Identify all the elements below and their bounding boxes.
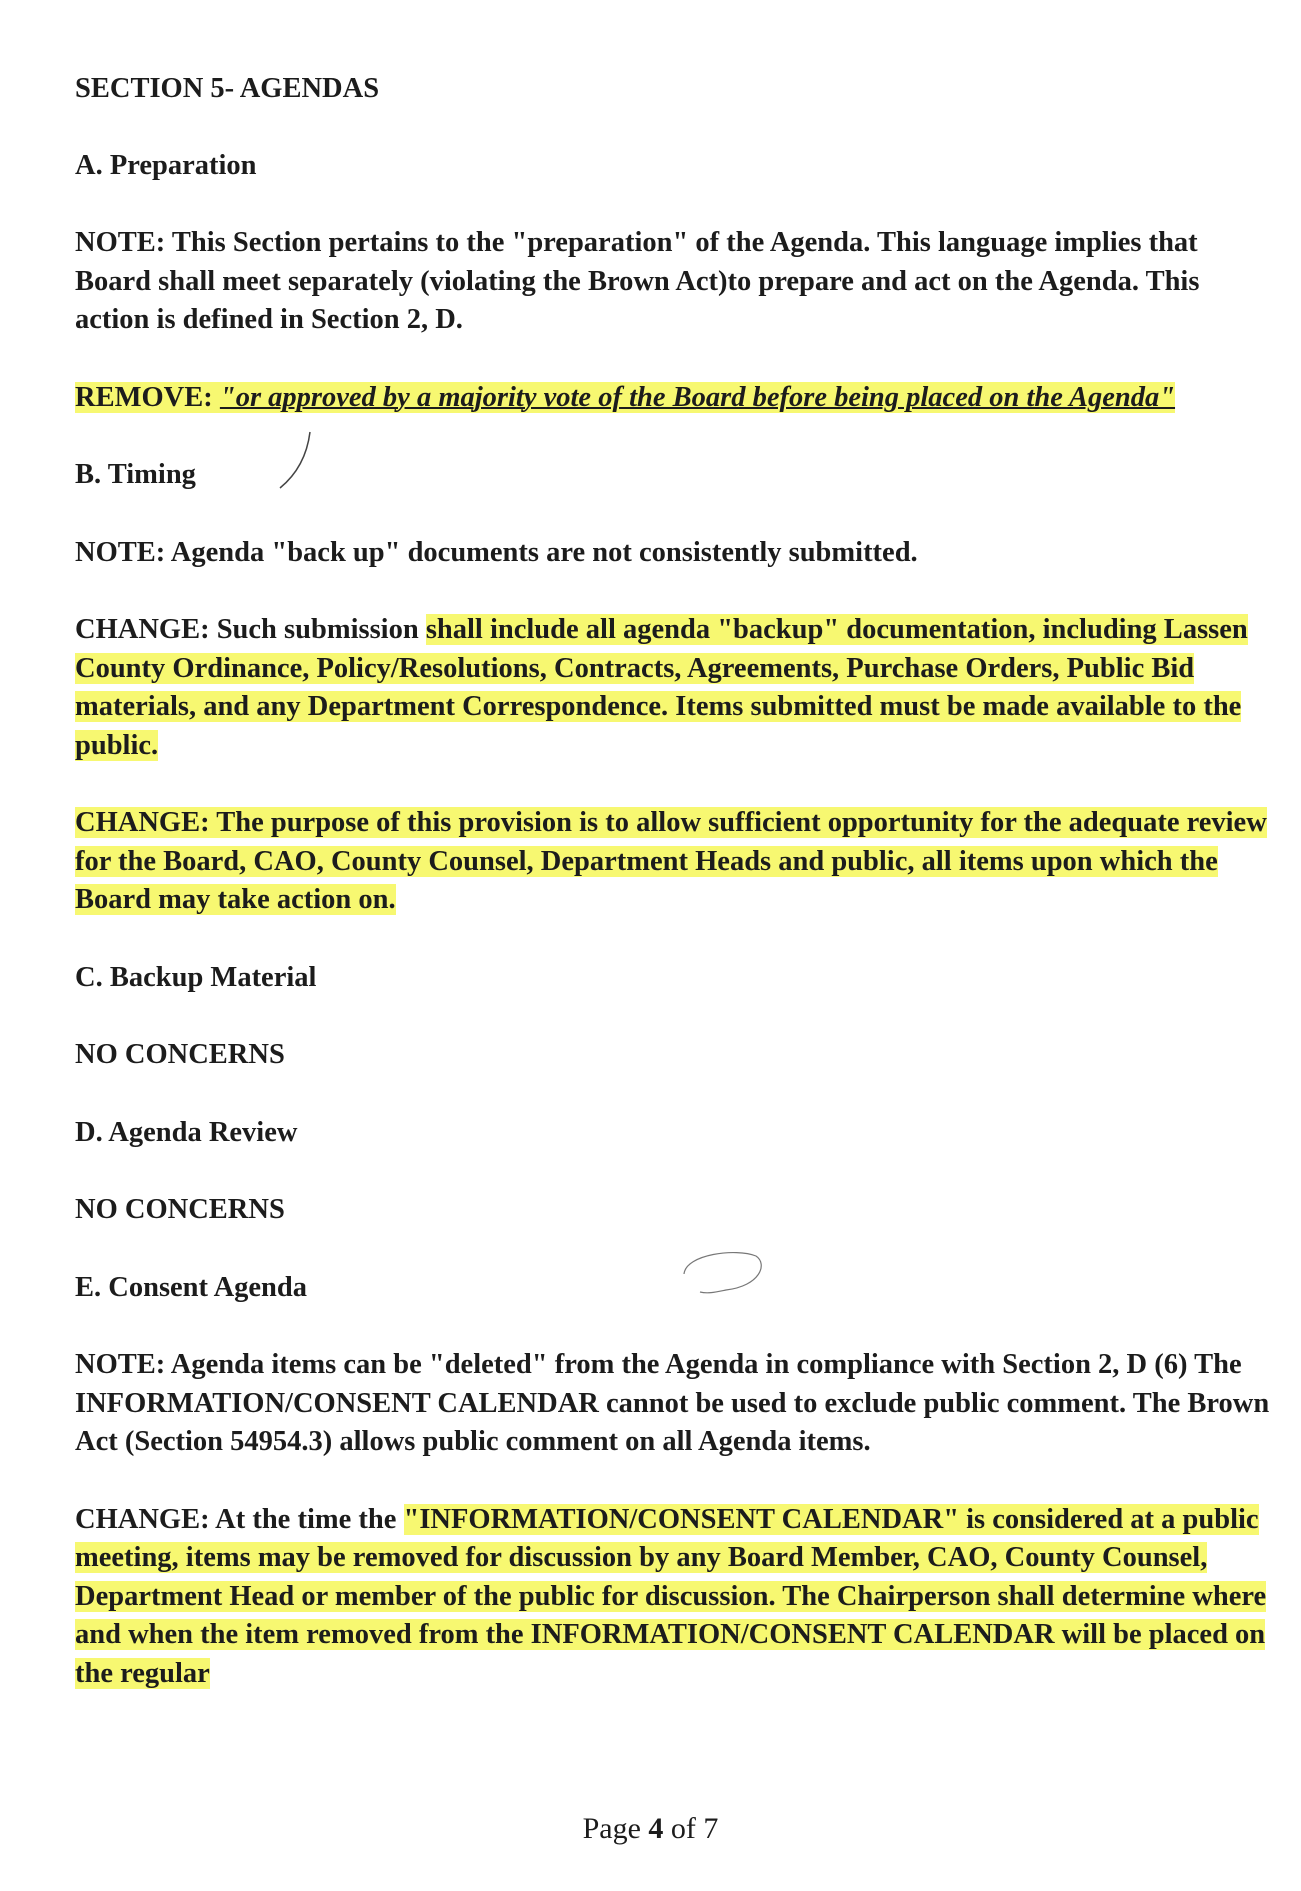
subsection-title-e: E. Consent Agenda [75, 1271, 308, 1303]
change-label: CHANGE: Such submission [75, 614, 426, 645]
remove-label: REMOVE: [75, 381, 220, 413]
highlighted-text: The purpose of this provision is to allow sufficient opportunity for the adequate review for the Board, CAO, County Counsel, Department Heads and public, all items upon which the Board may take action on. [75, 807, 1267, 915]
change-paragraph-b1 [75, 611, 1275, 765]
document-body [75, 70, 1275, 1693]
status-text-d: NO CONCERNS [75, 1194, 285, 1225]
highlighted-text: shall include all agenda "backup" documentation, including Lassen County Ordinance, Policy/Resolutions, Contracts, Agreements, Purchase Orders, Public Bid materials, and any Department Correspondence. Items submitted must be made available to the public. [75, 614, 1248, 761]
page-total: of 7 [663, 1812, 719, 1845]
highlighted-text: "INFORMATION/CONSENT CALENDAR" is considered at a public meeting, items may be removed for discussion by any Board Member, CAO, County Counsel, Department Head or member of the public for discussion. The Chairperson shall determine where and when the item removed from the INFORMATION/CONSENT CALENDAR will be placed on the regular [75, 1503, 1267, 1689]
section-heading: SECTION 5- AGENDAS [75, 73, 380, 104]
note-paragraph-e: NOTE: Agenda items can be "deleted" from the Agenda in compliance with Section 2, D (6) The INFORMATION/CONSENT CALENDAR cannot be used to exclude public comment. The Brown Act (Section 54954.3) allows public comment on all Agenda items. [75, 1349, 1270, 1457]
change-paragraph-b2 [75, 804, 1275, 920]
page-number-footer [0, 1812, 1301, 1846]
note-paragraph-a: NOTE: This Section pertains to the "preparation" of the Agenda. This language implies that Board shall meet separately (violating the Brown Act)to prepare and act on the Agenda. This action is defined in Section 2, D. [75, 227, 1200, 335]
subsection-title-a: A. Preparation [75, 149, 257, 181]
change-label: CHANGE: [75, 807, 210, 838]
subsection-title-b: B. Timing [75, 459, 196, 490]
status-text-c: NO CONCERNS [75, 1039, 285, 1070]
change-label: CHANGE: At the time the [75, 1503, 404, 1535]
subsection-title-c: C. Backup Material [75, 961, 317, 993]
page-label: Page [582, 1812, 649, 1845]
subsection-title-d: D. Agenda Review [75, 1116, 298, 1148]
page-current: 4 [648, 1812, 664, 1845]
remove-quoted-text: "or approved by a majority vote of the Board before being placed on the Agenda" [219, 381, 1176, 413]
note-paragraph-b: NOTE: Agenda "back up" documents are not consistently submitted. [75, 536, 918, 568]
change-paragraph-e [75, 1501, 1275, 1694]
remove-paragraph [75, 379, 1275, 418]
